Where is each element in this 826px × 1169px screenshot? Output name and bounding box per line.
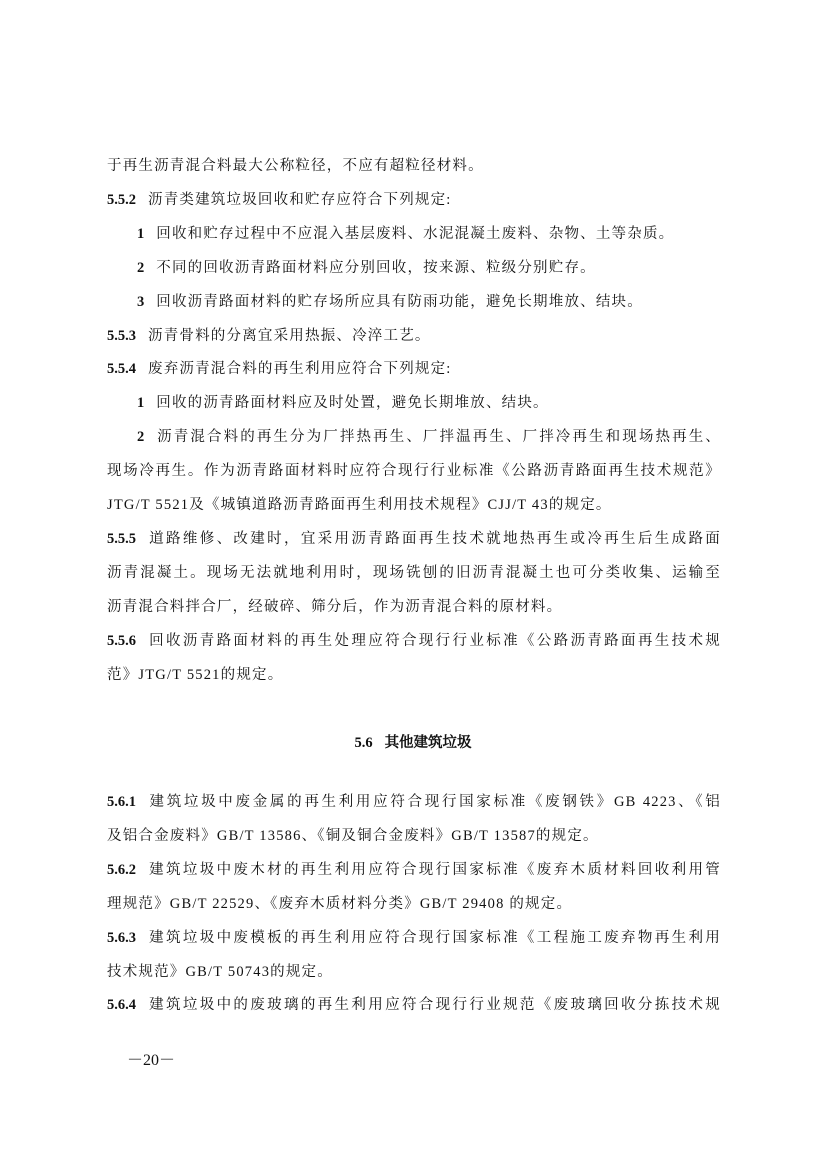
- line-text: 及铝合金废料》GB/T 13586、《铜及铜合金废料》GB/T 13587的规定。: [107, 827, 599, 844]
- line-text: 理规范》GB/T 22529、《废弃木质材料分类》GB/T 29408 的规定。: [107, 895, 573, 912]
- text-line: [107, 962, 721, 982]
- line-text: 回收的沥青路面材料应及时处置，避免长期堆放、结块。: [156, 395, 549, 412]
- text-line: [107, 631, 721, 651]
- text-line: [107, 860, 721, 880]
- line-text: 不同的回收沥青路面材料应分别回收，按来源、粒级分别贮存。: [156, 259, 596, 276]
- section-title: 其他建筑垃圾: [384, 735, 472, 751]
- line-text: 沥青混合料拌合厂，经破碎、筛分后，作为沥青混合料的原材料。: [107, 598, 563, 615]
- clause-number: 5.5.2: [107, 191, 136, 208]
- line-text: 沥青混合料的再生分为厂拌热再生、厂拌温再生、厂拌冷再生和现场热再生、: [156, 429, 721, 446]
- line-text: 回收沥青路面材料的再生处理应符合现行行业标准《公路沥青路面再生技术规: [148, 632, 721, 649]
- list-item-number: 3: [137, 293, 145, 310]
- section-heading: [0, 731, 826, 752]
- clause-number: 5.6.3: [107, 929, 136, 946]
- line-text: JTG/T 5521及《城镇道路沥青路面再生利用技术规程》CJJ/T 43的规定。: [107, 497, 612, 513]
- text-line: [107, 495, 721, 515]
- text-line: [107, 995, 721, 1015]
- line-text: 沥青类建筑垃圾回收和贮存应符合下列规定:: [148, 191, 452, 208]
- text-line: [137, 393, 721, 413]
- text-line: [107, 461, 721, 481]
- line-text: 技术规范》GB/T 50743的规定。: [107, 963, 333, 980]
- clause-number: 5.5.3: [107, 327, 136, 344]
- line-text: 于再生沥青混合料最大公称粒径，不应有超粒径材料。: [107, 158, 484, 174]
- text-line: [107, 894, 721, 914]
- line-text: 现场冷再生。作为沥青路面材料时应符合现行行业标准《公路沥青路面再生技术规范》: [107, 463, 721, 480]
- line-text: 道路维修、改建时，宜采用沥青路面再生技术就地热再生或冷再生后生成路面: [148, 530, 721, 547]
- line-text: 回收沥青路面材料的贮存场所应具有防雨功能，避免长期堆放、结块。: [156, 293, 643, 310]
- clause-number: 5.5.4: [107, 361, 136, 378]
- line-text: 范》JTG/T 5521的规定。: [107, 666, 284, 683]
- text-line: [107, 597, 721, 617]
- line-text: 沥青混凝土。现场无法就地利用时，现场铣刨的旧沥青混凝土也可分类收集、运输至: [107, 564, 721, 581]
- line-text: 沥青骨料的分离宜采用热振、冷淬工艺。: [148, 327, 431, 344]
- text-line: [107, 156, 721, 176]
- line-text: 建筑垃圾中的废玻璃的再生利用应符合现行行业规范《废玻璃回收分拣技术规: [148, 997, 721, 1014]
- clause-number: 5.6.1: [107, 794, 136, 810]
- list-item-number: 1: [137, 225, 145, 242]
- clause-number: 5.5.5: [107, 530, 136, 547]
- line-text: 废弃沥青混合料的再生利用应符合下列规定:: [148, 361, 452, 378]
- line-text: 回收和贮存过程中不应混入基层废料、水泥混凝土废料、杂物、土等杂质。: [156, 225, 675, 242]
- line-text: 建筑垃圾中废模板的再生利用应符合现行国家标准《工程施工废弃物再生利用: [148, 929, 721, 946]
- list-item-number: 2: [137, 259, 145, 276]
- clause-number: 5.6.2: [107, 861, 136, 878]
- section-number: 5.6: [354, 735, 373, 751]
- clause-number: 5.5.6: [107, 632, 136, 649]
- text-line: [137, 224, 721, 244]
- line-text: 建筑垃圾中废木材的再生利用应符合现行国家标准《废弃木质材料回收利用管: [148, 861, 721, 878]
- text-line: [107, 792, 721, 812]
- text-line: [107, 359, 721, 379]
- text-line: [137, 427, 721, 447]
- text-line: [107, 928, 721, 948]
- list-item-number: 2: [137, 429, 145, 446]
- text-line: [137, 258, 721, 278]
- list-item-number: 1: [137, 395, 145, 412]
- page-number: －20－: [127, 1052, 176, 1069]
- text-line: [107, 826, 721, 846]
- text-line: [107, 665, 721, 685]
- text-line: [107, 563, 721, 583]
- text-line: [137, 292, 721, 312]
- clause-number: 5.6.4: [107, 997, 136, 1014]
- text-line: [107, 326, 721, 346]
- text-line: [107, 529, 721, 549]
- line-text: 建筑垃圾中废金属的再生利用应符合现行国家标准《废钢铁》GB 4223、《铝: [148, 794, 721, 810]
- text-line: [107, 190, 721, 210]
